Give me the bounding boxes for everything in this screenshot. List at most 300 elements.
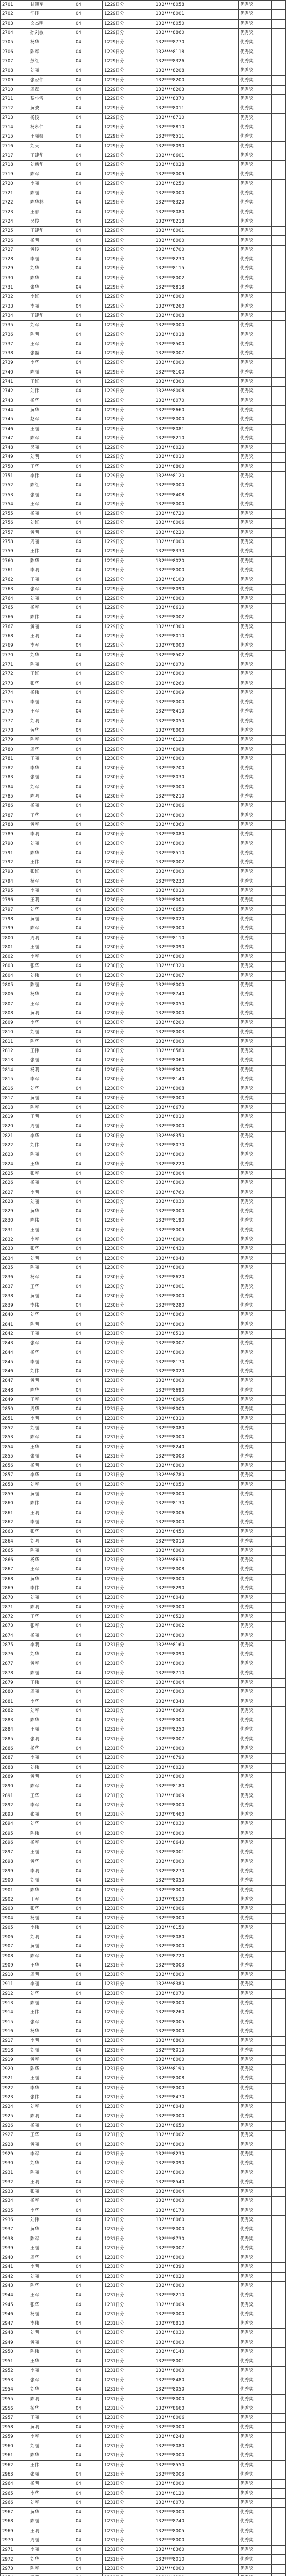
- award-cell: 优秀奖: [239, 1141, 272, 1150]
- phone-cell: 132****8008: [154, 2074, 239, 2083]
- phone-cell: 132****8006: [154, 2414, 239, 2423]
- code-cell: 04: [74, 604, 103, 613]
- date-cell: 1231日分: [103, 2480, 154, 2489]
- row-number-cell: 2947: [1, 2319, 28, 2329]
- row-number-cell: 2759: [1, 547, 28, 556]
- table-row: [1, 2018, 286, 2027]
- name-cell: 张军: [28, 2376, 74, 2385]
- date-cell: 1231日分: [103, 1971, 154, 1980]
- table-row: [1, 142, 286, 151]
- code-cell: 04: [74, 236, 103, 245]
- table-row: [1, 1423, 286, 1433]
- row-number-cell: 2798: [1, 914, 28, 924]
- table-row: [1, 2046, 286, 2055]
- table-row: [1, 1923, 286, 1933]
- phone-cell: 132****8250: [154, 1725, 239, 1735]
- phone-cell: 132****8081: [154, 425, 239, 434]
- empty-cell: [272, 2046, 286, 2055]
- award-cell: 优秀奖: [239, 914, 272, 924]
- phone-cell: 132****8000: [154, 537, 239, 547]
- table-row: [1, 1555, 286, 1565]
- award-cell: 优秀奖: [239, 1226, 272, 1235]
- code-cell: 04: [74, 999, 103, 1009]
- row-number-cell: 2849: [1, 1395, 28, 1404]
- name-cell: 杨军: [28, 877, 74, 886]
- date-cell: 1229日分: [103, 726, 154, 735]
- empty-cell: [272, 651, 286, 660]
- phone-cell: 132****8000: [154, 2480, 239, 2489]
- phone-cell: 132****8000: [154, 868, 239, 877]
- date-cell: 1231日分: [103, 2300, 154, 2310]
- date-cell: 1231日分: [103, 2206, 154, 2215]
- row-number-cell: 2706: [1, 47, 28, 57]
- code-cell: 04: [74, 2178, 103, 2187]
- table-row: [1, 679, 286, 688]
- date-cell: 1230日分: [103, 773, 154, 783]
- empty-cell: [272, 990, 286, 999]
- award-cell: 优秀奖: [239, 1423, 272, 1433]
- name-cell: 陈华林: [28, 198, 74, 208]
- phone-cell: 132****8350: [154, 1131, 239, 1141]
- empty-cell: [272, 1518, 286, 1527]
- empty-cell: [272, 1961, 286, 1970]
- award-cell: 优秀奖: [239, 2018, 272, 2027]
- date-cell: 1230日分: [103, 849, 154, 858]
- row-number-cell: 2807: [1, 999, 28, 1009]
- phone-cell: 132****8010: [154, 453, 239, 462]
- code-cell: 04: [74, 1452, 103, 1461]
- date-cell: 1231日分: [103, 2140, 154, 2149]
- table-row: [1, 1801, 286, 1810]
- code-cell: 04: [74, 792, 103, 801]
- award-cell: 优秀奖: [239, 1311, 272, 1320]
- phone-cell: 132****8000: [154, 594, 239, 603]
- phone-cell: 132****8008: [154, 311, 239, 320]
- phone-cell: 132****8118: [154, 47, 239, 57]
- name-cell: 张丽: [28, 1810, 74, 1820]
- empty-cell: [272, 28, 286, 38]
- date-cell: 1231日分: [103, 1659, 154, 1669]
- award-cell: 优秀奖: [239, 189, 272, 198]
- table-row: [1, 764, 286, 773]
- phone-cell: 132****8190: [154, 1216, 239, 1226]
- date-cell: 1229日分: [103, 641, 154, 651]
- row-number-cell: 2771: [1, 660, 28, 669]
- row-number-cell: 2885: [1, 1735, 28, 1744]
- empty-cell: [272, 2300, 286, 2310]
- row-number-cell: 2744: [1, 405, 28, 415]
- empty-cell: [272, 1122, 286, 1131]
- award-cell: 优秀奖: [239, 2507, 272, 2517]
- phone-cell: 132****8028: [154, 161, 239, 170]
- empty-cell: [272, 1725, 286, 1735]
- code-cell: 04: [74, 2498, 103, 2507]
- phone-cell: 132****8060: [154, 2215, 239, 2225]
- code-cell: 04: [74, 660, 103, 669]
- empty-cell: [272, 1914, 286, 1923]
- table-row: [1, 1282, 286, 1292]
- empty-cell: [272, 717, 286, 726]
- empty-cell: [272, 537, 286, 547]
- name-cell: 王建华: [28, 311, 74, 320]
- date-cell: 1231日分: [103, 1339, 154, 1348]
- phone-cell: 132****8090: [154, 943, 239, 952]
- date-cell: 1229日分: [103, 264, 154, 274]
- empty-cell: [272, 1367, 286, 1377]
- award-cell: 优秀奖: [239, 349, 272, 358]
- table-row: [1, 1348, 286, 1358]
- empty-cell: [272, 1772, 286, 1782]
- phone-cell: 132****8450: [154, 1528, 239, 1537]
- name-cell: 王丽: [28, 2244, 74, 2253]
- empty-cell: [272, 849, 286, 858]
- name-cell: 黄明: [28, 1009, 74, 1018]
- empty-cell: [272, 1423, 286, 1433]
- empty-cell: [272, 1084, 286, 1094]
- name-cell: 杨军: [28, 1273, 74, 1282]
- row-number-cell: 2709: [1, 76, 28, 85]
- empty-cell: [272, 1273, 286, 1282]
- name-cell: 王明: [28, 2527, 74, 2536]
- name-cell: 王明: [28, 632, 74, 641]
- phone-cell: 132****8002: [154, 613, 239, 622]
- row-number-cell: 2733: [1, 302, 28, 311]
- date-cell: 1229日分: [103, 274, 154, 283]
- table-row: [1, 1622, 286, 1631]
- row-number-cell: 2803: [1, 962, 28, 971]
- name-cell: 张华: [28, 962, 74, 971]
- code-cell: 04: [74, 1226, 103, 1235]
- award-cell: 优秀奖: [239, 1348, 272, 1358]
- phone-cell: 132****8500: [154, 340, 239, 349]
- name-cell: 黄军: [28, 820, 74, 829]
- table-row: [1, 2442, 286, 2451]
- empty-cell: [272, 2244, 286, 2253]
- table-row: [1, 1188, 286, 1197]
- award-cell: 优秀奖: [239, 670, 272, 679]
- award-cell: 优秀奖: [239, 1942, 272, 1952]
- table-row: [1, 934, 286, 943]
- row-number-cell: 2737: [1, 340, 28, 349]
- table-row: [1, 886, 286, 895]
- date-cell: 1229日分: [103, 377, 154, 386]
- date-cell: 1230日分: [103, 1037, 154, 1046]
- phone-cell: 132****8720: [154, 1952, 239, 1961]
- empty-cell: [272, 547, 286, 556]
- table-row: [1, 811, 286, 820]
- phone-cell: 132****8070: [154, 660, 239, 669]
- table-row: [1, 1160, 286, 1169]
- phone-cell: 132****8020: [154, 914, 239, 924]
- empty-cell: [272, 1716, 286, 1725]
- row-number-cell: 2773: [1, 679, 28, 688]
- row-number-cell: 2941: [1, 2263, 28, 2272]
- table-row: [1, 1235, 286, 1244]
- award-cell: 优秀奖: [239, 2461, 272, 2470]
- date-cell: 1229日分: [103, 359, 154, 368]
- name-cell: 吴俊: [28, 217, 74, 226]
- row-number-cell: 2818: [1, 1103, 28, 1112]
- award-cell: 优秀奖: [239, 1414, 272, 1423]
- row-number-cell: 2723: [1, 208, 28, 217]
- table-row: [1, 1263, 286, 1273]
- row-number-cell: 2854: [1, 1443, 28, 1452]
- name-cell: 杨华: [28, 38, 74, 47]
- code-cell: 04: [74, 2027, 103, 2036]
- row-number-cell: 2872: [1, 1612, 28, 1621]
- name-cell: 李伟: [28, 1584, 74, 1593]
- date-cell: 1231日分: [103, 1443, 154, 1452]
- award-cell: 优秀奖: [239, 1933, 272, 1942]
- name-cell: 杨丽: [28, 1631, 74, 1640]
- phone-cell: 132****8007: [154, 349, 239, 358]
- table-row: [1, 980, 286, 990]
- code-cell: 04: [74, 462, 103, 471]
- phone-cell: 132****8700: [154, 245, 239, 255]
- code-cell: 04: [74, 28, 103, 38]
- empty-cell: [272, 1339, 286, 1348]
- code-cell: 04: [74, 1103, 103, 1112]
- empty-cell: [272, 1820, 286, 1829]
- code-cell: 04: [74, 2414, 103, 2423]
- phone-cell: 132****8000: [154, 1462, 239, 1471]
- row-number-cell: 2804: [1, 971, 28, 980]
- row-number-cell: 2969: [1, 2527, 28, 2536]
- table-row: [1, 57, 286, 66]
- empty-cell: [272, 66, 286, 76]
- name-cell: 刘华: [28, 905, 74, 914]
- award-cell: 优秀奖: [239, 1273, 272, 1282]
- empty-cell: [272, 566, 286, 575]
- code-cell: 04: [74, 717, 103, 726]
- date-cell: 1230日分: [103, 1292, 154, 1301]
- table-row: [1, 85, 286, 94]
- table-row: [1, 415, 286, 425]
- code-cell: 04: [74, 2338, 103, 2347]
- phone-cell: 132****8000: [154, 2310, 239, 2319]
- code-cell: 04: [74, 66, 103, 76]
- code-cell: 04: [74, 1961, 103, 1970]
- table-row: [1, 2149, 286, 2159]
- table-row: [1, 1971, 286, 1980]
- code-cell: 04: [74, 132, 103, 142]
- name-cell: 陈明: [28, 792, 74, 801]
- name-cell: 王华: [28, 1791, 74, 1801]
- row-number-cell: 2892: [1, 1801, 28, 1810]
- phone-cell: 132****8003: [154, 2470, 239, 2479]
- table-row: [1, 528, 286, 537]
- phone-cell: 132****8360: [154, 820, 239, 829]
- name-cell: 王华: [28, 1160, 74, 1169]
- phone-cell: 132****8002: [154, 858, 239, 868]
- phone-cell: 132****8260: [154, 2008, 239, 2018]
- empty-cell: [272, 1904, 286, 1913]
- phone-cell: 132****8009: [154, 2300, 239, 2310]
- code-cell: 04: [74, 19, 103, 28]
- table-row: [1, 1226, 286, 1235]
- name-cell: 王伟: [28, 547, 74, 556]
- name-cell: 刘华: [28, 1311, 74, 1320]
- date-cell: 1229日分: [103, 349, 154, 358]
- date-cell: 1231日分: [103, 2338, 154, 2347]
- row-number-cell: 2783: [1, 773, 28, 783]
- award-cell: 优秀奖: [239, 1857, 272, 1867]
- name-cell: 刘军: [28, 321, 74, 330]
- row-number-cell: 2847: [1, 1377, 28, 1386]
- code-cell: 04: [74, 1009, 103, 1018]
- table-row: [1, 2281, 286, 2291]
- phone-cell: 132****8004: [154, 1678, 239, 1687]
- row-number-cell: 2762: [1, 575, 28, 585]
- row-number-cell: 2846: [1, 1367, 28, 1377]
- code-cell: 04: [74, 2112, 103, 2121]
- name-cell: 陈华: [28, 556, 74, 566]
- name-cell: 王丽: [28, 575, 74, 585]
- phone-cell: 132****8006: [154, 802, 239, 811]
- table-row: [1, 1103, 286, 1112]
- name-cell: 黄俊: [28, 245, 74, 255]
- empty-cell: [272, 1650, 286, 1659]
- code-cell: 04: [74, 905, 103, 914]
- award-cell: 优秀奖: [239, 2555, 272, 2564]
- code-cell: 04: [74, 1820, 103, 1829]
- name-cell: 王伟: [28, 2008, 74, 2018]
- name-cell: 张丽: [28, 1056, 74, 1065]
- phone-cell: 132****8203: [154, 85, 239, 94]
- phone-cell: 132****8000: [154, 2451, 239, 2461]
- empty-cell: [272, 2310, 286, 2319]
- empty-cell: [272, 1763, 286, 1772]
- award-cell: 优秀奖: [239, 1292, 272, 1301]
- code-cell: 04: [74, 2300, 103, 2310]
- code-cell: 04: [74, 47, 103, 57]
- date-cell: 1230日分: [103, 1188, 154, 1197]
- code-cell: 04: [74, 1744, 103, 1753]
- date-cell: 1231日分: [103, 1433, 154, 1443]
- date-cell: 1231日分: [103, 2395, 154, 2404]
- date-cell: 1230日分: [103, 811, 154, 820]
- row-number-cell: 2912: [1, 1989, 28, 1998]
- empty-cell: [272, 1584, 286, 1593]
- date-cell: 1231日分: [103, 1688, 154, 1697]
- award-cell: 优秀奖: [239, 2074, 272, 2083]
- name-cell: 张伟: [28, 2093, 74, 2102]
- empty-cell: [272, 896, 286, 905]
- empty-cell: [272, 1555, 286, 1565]
- date-cell: 1231日分: [103, 1989, 154, 1998]
- award-cell: 优秀奖: [239, 1678, 272, 1687]
- code-cell: 04: [74, 1754, 103, 1763]
- empty-cell: [272, 2159, 286, 2168]
- code-cell: 04: [74, 94, 103, 104]
- award-cell: 优秀奖: [239, 2546, 272, 2555]
- award-cell: 优秀奖: [239, 547, 272, 556]
- award-cell: 优秀奖: [239, 754, 272, 764]
- code-cell: 04: [74, 471, 103, 481]
- empty-cell: [272, 1980, 286, 1989]
- row-number-cell: 2734: [1, 311, 28, 320]
- award-cell: 优秀奖: [239, 1895, 272, 1904]
- empty-cell: [272, 405, 286, 415]
- name-cell: 刘军: [28, 1706, 74, 1716]
- date-cell: 1231日分: [103, 1631, 154, 1640]
- row-number-cell: 2946: [1, 2310, 28, 2319]
- row-number-cell: 2722: [1, 198, 28, 208]
- row-number-cell: 2968: [1, 2517, 28, 2527]
- award-cell: 优秀奖: [239, 1537, 272, 1546]
- row-number-cell: 2813: [1, 1056, 28, 1065]
- name-cell: 王军: [28, 340, 74, 349]
- empty-cell: [272, 594, 286, 603]
- empty-cell: [272, 2347, 286, 2357]
- code-cell: 04: [74, 2083, 103, 2093]
- phone-cell: 132****8090: [154, 142, 239, 151]
- row-number-cell: 2764: [1, 594, 28, 603]
- code-cell: 04: [74, 1188, 103, 1197]
- empty-cell: [272, 934, 286, 943]
- code-cell: 04: [74, 1273, 103, 1282]
- date-cell: 1230日分: [103, 971, 154, 980]
- award-cell: 优秀奖: [239, 698, 272, 707]
- code-cell: 04: [74, 1838, 103, 1848]
- empty-cell: [272, 2555, 286, 2564]
- table-row: [1, 688, 286, 698]
- name-cell: 刘军: [28, 2103, 74, 2112]
- award-cell: 优秀奖: [239, 1160, 272, 1169]
- empty-cell: [272, 283, 286, 292]
- empty-cell: [272, 1131, 286, 1141]
- phone-cell: 132****8020: [154, 556, 239, 566]
- phone-cell: 132****8720: [154, 510, 239, 519]
- table-row: [1, 1612, 286, 1621]
- row-number-cell: 2726: [1, 236, 28, 245]
- date-cell: 1231日分: [103, 1489, 154, 1499]
- code-cell: 04: [74, 1876, 103, 1886]
- row-number-cell: 2797: [1, 905, 28, 914]
- date-cell: 1230日分: [103, 1311, 154, 1320]
- table-row: [1, 773, 286, 783]
- phone-cell: 132****8210: [154, 434, 239, 443]
- code-cell: 04: [74, 57, 103, 66]
- award-cell: 优秀奖: [239, 1838, 272, 1848]
- phone-cell: 132****8070: [154, 1989, 239, 1998]
- empty-cell: [272, 123, 286, 132]
- code-cell: 04: [74, 651, 103, 660]
- empty-cell: [272, 2376, 286, 2385]
- table-row: [1, 698, 286, 707]
- row-number-cell: 2858: [1, 1480, 28, 1489]
- award-cell: 优秀奖: [239, 1019, 272, 1028]
- name-cell: 陈华: [28, 2065, 74, 2074]
- name-cell: 王春: [28, 208, 74, 217]
- award-cell: 优秀奖: [239, 2103, 272, 2112]
- award-cell: 优秀奖: [239, 764, 272, 773]
- award-cell: 优秀奖: [239, 613, 272, 622]
- row-number-cell: 2791: [1, 849, 28, 858]
- date-cell: 1231日分: [103, 2536, 154, 2545]
- table-row: [1, 2225, 286, 2234]
- date-cell: 1231日分: [103, 2046, 154, 2055]
- row-number-cell: 2911: [1, 1980, 28, 1989]
- code-cell: 04: [74, 1169, 103, 1178]
- date-cell: 1230日分: [103, 1131, 154, 1141]
- code-cell: 04: [74, 2197, 103, 2206]
- award-cell: 优秀奖: [239, 1395, 272, 1404]
- empty-cell: [272, 1942, 286, 1952]
- empty-cell: [272, 670, 286, 679]
- table-row: [1, 2206, 286, 2215]
- award-cell: 优秀奖: [239, 1254, 272, 1263]
